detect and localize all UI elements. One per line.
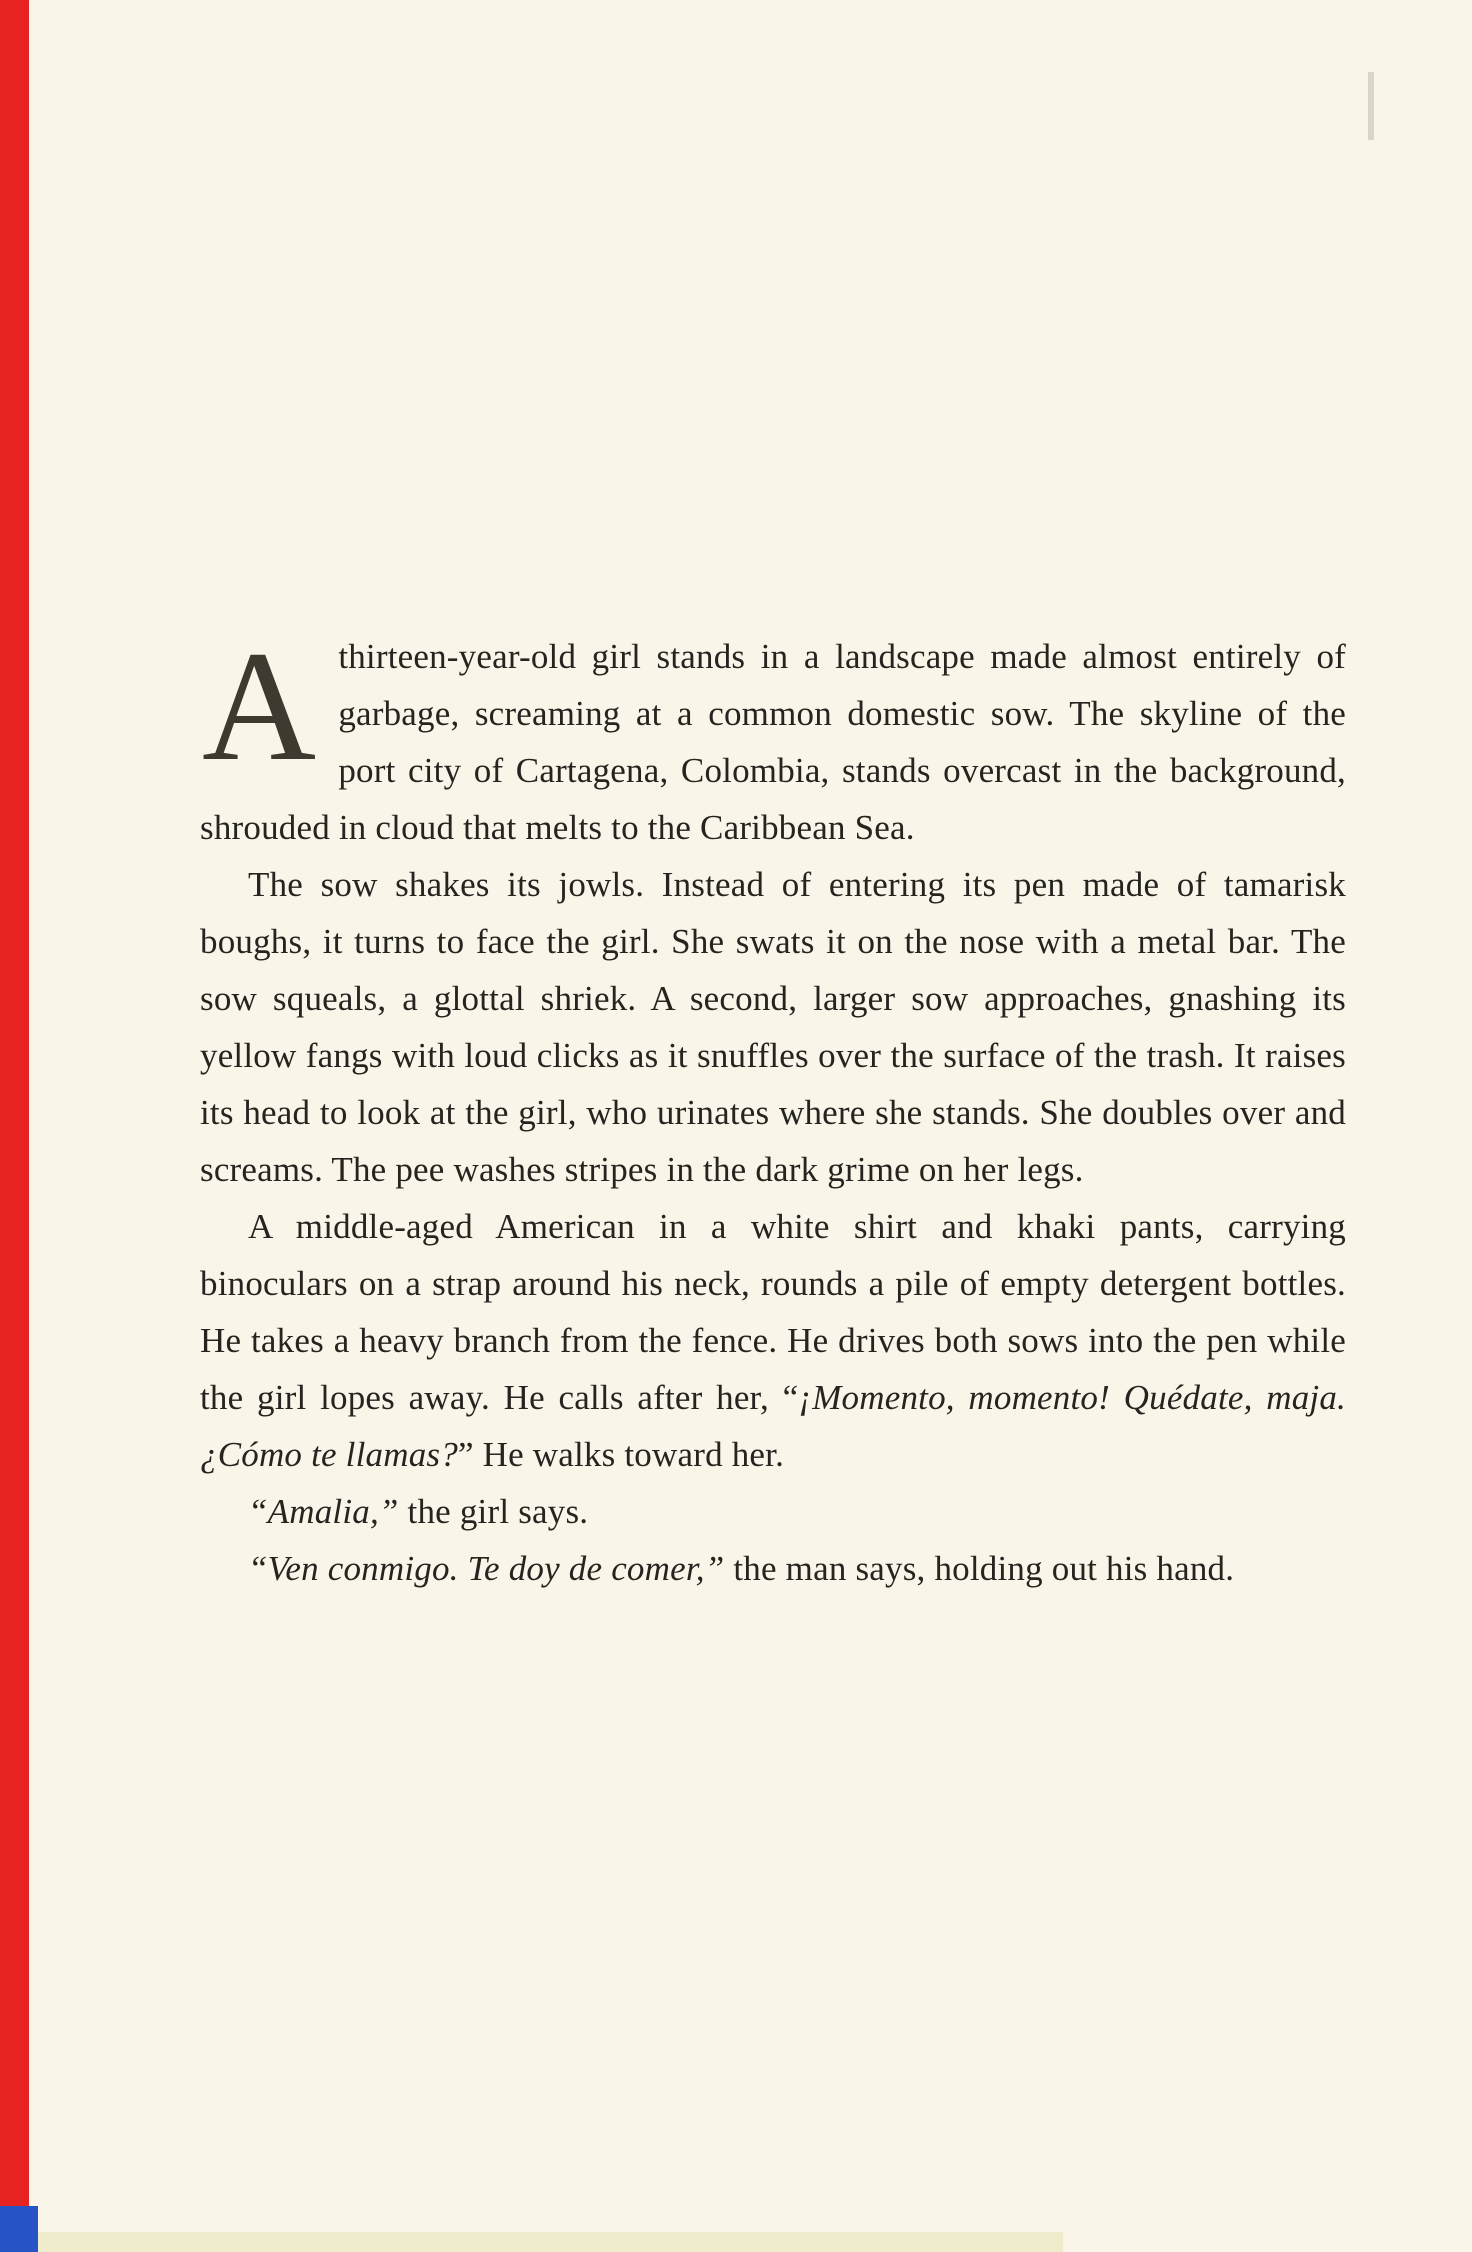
- paragraph-text: the man says, holding out his hand.: [724, 1549, 1235, 1588]
- paragraph-text: A middle-aged American in a white shirt and khaki pants, carrying binoculars on a strap around his neck, rounds a pile of empty detergent bottles. He takes a heavy branch from the fence. He drives both sows into the pen while the girl lopes away. He calls after her, “: [200, 1207, 1346, 1417]
- paragraph-ven-conmigo: [200, 1540, 1346, 1597]
- book-cover-edge-strip: [0, 0, 29, 2252]
- page-bottom-edge-strip: [28, 2232, 1063, 2252]
- dialogue-name: “Amalia,”: [248, 1492, 399, 1531]
- paragraph-american-arrives: [200, 1198, 1346, 1483]
- scan-artifact: [1368, 72, 1374, 140]
- paragraph-text: ” He walks toward her.: [457, 1435, 785, 1474]
- paragraph-text: thirteen-year-old girl stands in a landscape made almost entirely of garbage, screaming at a common domestic sow. The skyline of the port city of Cartagena, Colombia, stands overcast in the background, shrouded in cloud that melts to the Caribbean Sea.: [200, 637, 1346, 847]
- spanish-dialogue: “Ven conmigo. Te doy de comer,”: [248, 1549, 725, 1588]
- bottom-blue-mark: [0, 2206, 38, 2252]
- drop-cap: A: [202, 619, 317, 794]
- spanish-dialogue: ¡Momento, momento! Quédate, maja. ¿Cómo te llamas?: [200, 1378, 1346, 1474]
- paragraph-sow-scene: [200, 856, 1346, 1198]
- paragraph-opening: [200, 619, 1346, 856]
- paragraph-text: the girl says.: [398, 1492, 589, 1531]
- chapter-opening-text: [200, 619, 1346, 1597]
- paragraph-amalia-reply: [200, 1483, 1346, 1540]
- paragraph-text: The sow shakes its jowls. Instead of entering its pen made of tamarisk boughs, it turns to face the girl. She swats it on the nose with a metal bar. The sow squeals, a glottal shriek. A second, larger sow approaches, gnashing its yellow fangs with loud clicks as it snuffles over the surface of the trash. It raises its head to look at the girl, who urinates where she stands. She doubles over and screams. The pee washes stripes in the dark grime on her legs.: [200, 865, 1346, 1189]
